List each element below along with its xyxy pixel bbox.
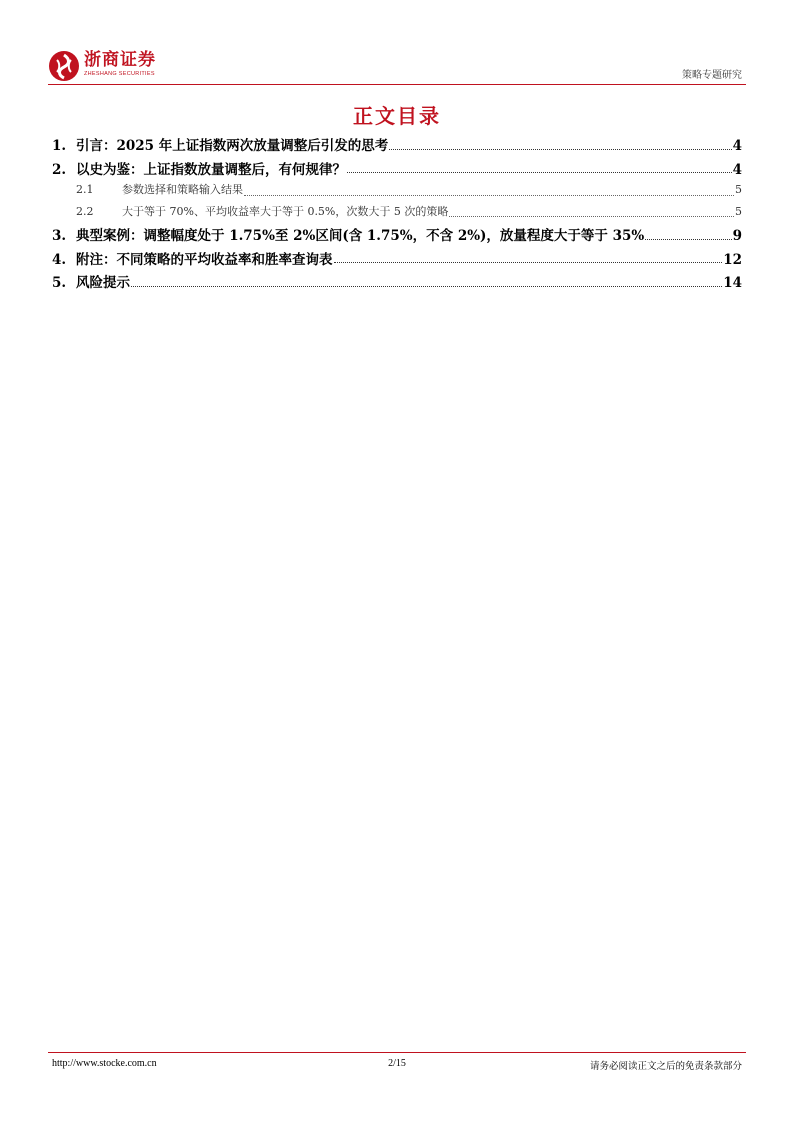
toc-entry-text: 风险提示: [76, 275, 130, 291]
toc-entry-3[interactable]: [52, 224, 742, 248]
header-divider: [48, 84, 746, 85]
toc-leader-dots: [347, 171, 732, 173]
disclaimer-note: 请务必阅读正文之后的免责条款部分: [589, 1061, 742, 1072]
logo-english-name: ZHESHANG SECURITIES: [84, 71, 155, 77]
toc-entry-page: 5: [735, 183, 742, 196]
toc-entry-page: 14: [723, 275, 742, 291]
toc-entry-number: 5.: [52, 275, 67, 291]
toc-entry-1[interactable]: [52, 134, 742, 158]
toc-entry-4[interactable]: [52, 248, 742, 272]
toc-entry-5[interactable]: [52, 271, 742, 295]
toc-leader-dots: [334, 261, 723, 263]
toc-entry-page: 9: [732, 228, 742, 244]
toc-leader-dots: [131, 285, 722, 287]
toc-entry-2-2[interactable]: [52, 203, 742, 225]
toc-entry-number: 2.1: [76, 183, 94, 196]
toc-entry-text: 以史为鉴：上证指数放量调整后，有何规律？: [76, 161, 346, 178]
toc-title: 正文目录: [353, 104, 441, 128]
toc-entry-text: 附注：不同策略的平均收益率和胜率查询表: [76, 251, 333, 268]
toc-entry-page: 12: [723, 251, 742, 268]
toc-entry-2-1[interactable]: [52, 181, 742, 203]
table-of-contents: [52, 134, 742, 295]
toc-entry-number: 4.: [52, 251, 67, 268]
report-type-label: 策略专题研究: [682, 70, 742, 81]
company-logo: [48, 50, 156, 82]
toc-entry-2[interactable]: [52, 158, 742, 182]
page-number: 2/15: [388, 1058, 406, 1069]
toc-entry-number: 3.: [52, 228, 67, 244]
toc-entry-number: 1.: [52, 138, 67, 154]
zheshang-logo-icon: [48, 50, 80, 82]
toc-entry-number: 2.: [52, 161, 67, 178]
toc-entry-page: 4: [732, 161, 742, 178]
toc-entry-page: 5: [735, 204, 742, 218]
toc-leader-dots: [645, 238, 731, 240]
toc-leader-dots: [389, 148, 731, 150]
page-header: [48, 50, 746, 86]
toc-entry-page: 4: [732, 138, 742, 154]
toc-leader-dots: [244, 194, 734, 196]
logo-chinese-name: 浙商证券: [84, 50, 156, 70]
toc-leader-dots: [449, 215, 734, 217]
toc-entry-text: 典型案例：调整幅度处于 1.75%至 2%区间(含 1.75%，不含 2%)，放量程度大于等于 35%: [76, 228, 645, 244]
toc-entry-text: 引言：2025 年上证指数两次放量调整后引发的思考: [76, 138, 389, 154]
toc-entry-text: 参数选择和策略输入结果: [122, 183, 243, 196]
page-footer: [48, 1058, 746, 1072]
toc-entry-text: 大于等于 70%、平均收益率大于等于 0.5%，次数大于 5 次的策略: [122, 204, 449, 218]
footer-divider: [48, 1052, 746, 1053]
website-link[interactable]: http://www.stocke.com.cn: [52, 1058, 157, 1069]
toc-entry-number: 2.2: [76, 204, 94, 218]
